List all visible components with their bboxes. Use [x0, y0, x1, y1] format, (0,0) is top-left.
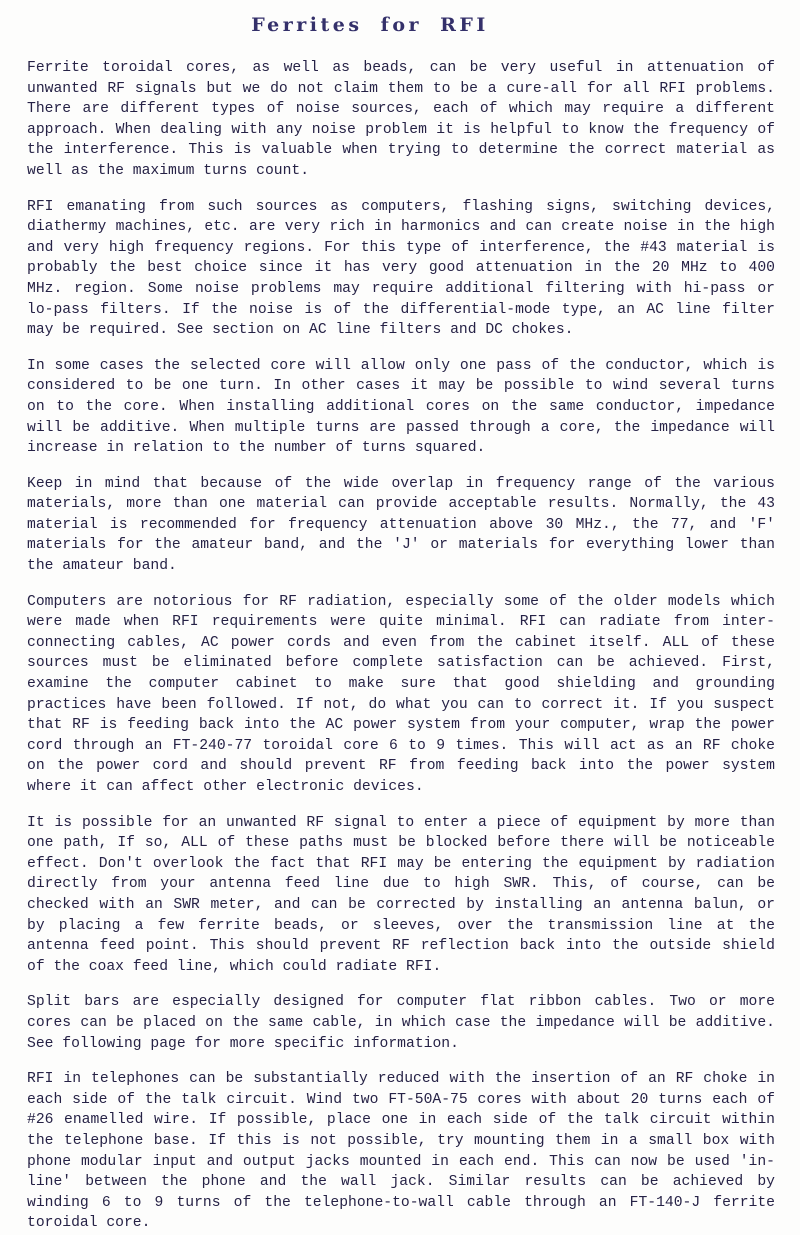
- document-body: [27, 58, 775, 1249]
- paragraph-intro: Ferrite toroidal cores, as well as beads, can be very useful in attenuation of unwanted RF signals but we do not claim them to be a cure-all for all RFI problems. There are different types of noise sources, each of which may require a different approach. When dealing with any noise problem it is helpful to know the frequency of the interference. This is valuable when trying to determine the correct material as well as the maximum turns count.: [27, 60, 775, 179]
- paragraph-split-bars: Split bars are especially designed for computer flat ribbon cables. Two or more cores can be placed on the same cable, in which case the impedance will be additive. See following page for more specific information.: [27, 994, 775, 1052]
- page-title: Ferrites for RFI: [251, 14, 489, 36]
- paragraph-telephones: RFI in telephones can be substantially reduced with the insertion of an RF choke in each side of the talk circuit. Wind two FT-50A-75 cores with about 20 turns each of #26 enamelled wire. If possible, place one in each side of the talk circuit within the telephone base. If this is not possible, try mounting them in a small box with phone modular input and output jacks mounted in each end. This can now be used 'in-line' between the phone and the wall jack. Similar results can be achieved by winding 6 to 9 turns of the telephone-to-wall cable through an FT-140-J ferrite toroidal core.: [27, 1071, 775, 1232]
- paragraph-materials: Keep in mind that because of the wide overlap in frequency range of the various materials, more than one material can provide acceptable results. Normally, the 43 material is recommended for frequency attenuation above 30 MHz., the 77, and 'F' materials for the amateur band, and the 'J' or materials for everything lower than the amateur band.: [27, 475, 775, 575]
- paragraph-signal-paths: It is possible for an unwanted RF signal to enter a piece of equipment by more than one path, If so, ALL of these paths must be blocked before there will be noticeable effect. Don't overlook the fact that RFI may be entering the equipment by radiation directly from your antenna feed line due to high SWR. This, of course, can be checked with an SWR meter, and can be corrected by installing an antenna balun, or by placing a few ferrite beads, or sleeves, over the transmission line at the antenna feed point. This should prevent RF reflection back into the outside shield of the coax feed line, which could radiate RFI.: [27, 814, 775, 975]
- paragraph-rfi-sources: RFI emanating from such sources as computers, flashing signs, switching devices, diathermy machines, etc. are very rich in harmonics and can create noise in the high and very high frequency regions. For this type of interference, the #43 material is probably the best choice since it has very good attenuation in the 20 MHz to 400 MHz. region. Some noise problems may require additional filtering with hi-pass or lo-pass filters. If the noise is of the differential-mode type, an AC line filter may be required. See section on AC line filters and DC chokes.: [27, 198, 775, 339]
- paragraph-computers: Computers are notorious for RF radiation, especially some of the older models which were made when RFI requirements were quite minimal. RFI can radiate from inter-connecting cables, AC power cords and even from the cabinet itself. ALL of these sources must be eliminated before complete satisfaction can be achieved. First, examine the computer cabinet to make sure that good shielding and grounding practices have been followed. If not, do what you can to correct it. If you suspect that RF is feeding back into the AC power system from your computer, wrap the power cord through an FT-240-77 toroidal core 6 to 9 times. This will act as an RF choke on the power cord and should prevent RF from feeding back into the power system where it can affect other electronic devices.: [27, 593, 775, 795]
- paragraph-turns: In some cases the selected core will allow only one pass of the conductor, which is considered to be one turn. In other cases it may be possible to wind several turns on to the core. When installing additional cores on the same conductor, impedance will be additive. When multiple turns are passed through a core, the impedance will increase in relation to the number of turns squared.: [27, 357, 775, 457]
